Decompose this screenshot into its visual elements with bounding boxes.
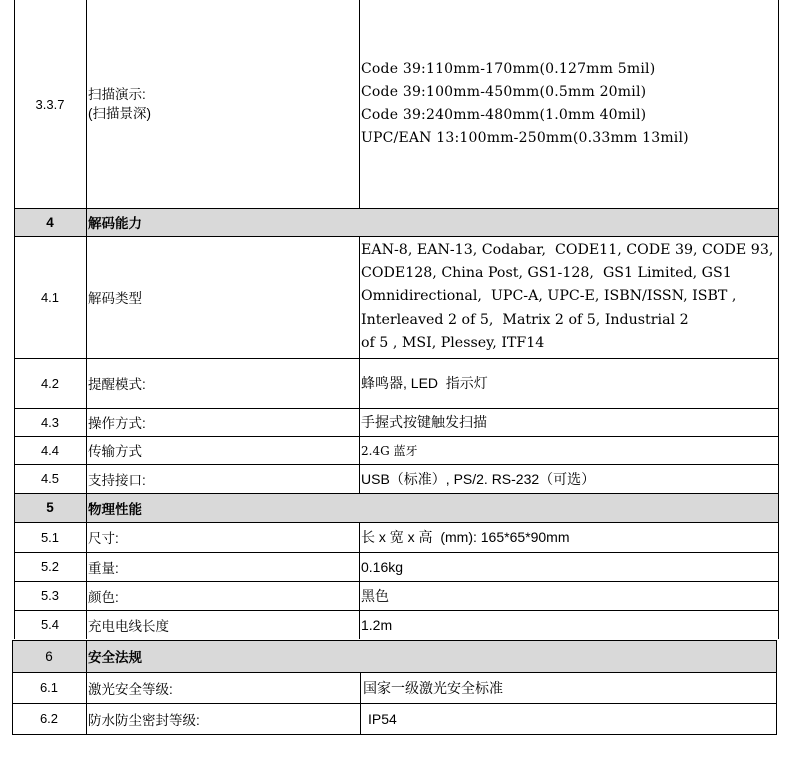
row-number: 4.2	[40, 375, 60, 391]
row-value	[359, 0, 778, 208]
row-label: 重量:	[88, 560, 119, 576]
border-line	[14, 522, 779, 523]
depth-of-field-line: UPC/EAN 13:100mm-250mm(0.33mm 13mil)	[361, 130, 689, 146]
row-number: 4.3	[40, 414, 60, 430]
row-label-line: 扫描演示:	[88, 87, 146, 102]
decode-type-line: of 5 , MSI, Plessey, ITF14	[361, 334, 545, 351]
depth-of-field-line: Code 39:110mm-170mm(0.127mm 5mil)	[361, 61, 656, 77]
row-value: USB（标准）, PS/2. RS-232（可选）	[361, 470, 596, 487]
border-line	[778, 0, 779, 639]
section-title: 解码能力	[88, 216, 142, 231]
row-number: 5.1	[40, 529, 60, 545]
row-value: 长 x 宽 x 高 (mm): 165*65*90mm	[361, 529, 570, 545]
row-number: 5.4	[40, 617, 60, 632]
decode-type-line: CODE128, China Post, GS1-128, GS1 Limited, GS1	[361, 265, 732, 282]
border-line	[14, 0, 15, 639]
row-number: 5.2	[40, 559, 60, 574]
table-row	[12, 703, 776, 734]
row-value: 黑色	[361, 587, 389, 604]
border-line	[14, 236, 779, 237]
row-value: 蜂鸣器, LED 指示灯	[361, 375, 488, 391]
row-number: 6.1	[39, 680, 59, 695]
border-line	[86, 640, 87, 735]
depth-of-field-line: Code 39:100mm-450mm(0.5mm 20mil)	[361, 84, 647, 100]
row-value	[359, 236, 778, 358]
border-line	[12, 672, 777, 673]
decode-type-line: EAN-8, EAN-13, Codabar, CODE11, CODE 39, CODE 93,	[361, 241, 774, 258]
section-header	[14, 493, 778, 522]
section-title: 安全法规	[88, 650, 142, 665]
section-header	[14, 208, 778, 236]
decode-type-line: Omnidirectional, UPC-A, UPC-E, ISBN/ISSN, ISBT ,	[361, 288, 737, 305]
table-row	[14, 436, 778, 464]
border-line	[14, 552, 779, 553]
row-value: IP54	[368, 710, 397, 727]
row-value: 1.2m	[361, 616, 393, 633]
border-line	[359, 236, 360, 493]
table-row	[14, 552, 778, 581]
row-label-line: (扫描景深)	[88, 106, 151, 121]
border-line	[359, 0, 360, 208]
border-line	[14, 493, 779, 494]
section-header	[12, 640, 776, 672]
border-line	[776, 640, 777, 735]
section-title: 物理性能	[88, 501, 142, 517]
table-row	[14, 408, 778, 436]
table-row	[14, 522, 778, 552]
row-label: 传输方式	[88, 444, 142, 459]
row-label: 颜色:	[88, 589, 119, 605]
border-line	[14, 208, 779, 209]
row-number: 4.1	[40, 289, 60, 305]
table-row	[14, 236, 778, 358]
row-number: 5.3	[40, 588, 60, 603]
border-line	[14, 464, 779, 465]
table-row	[14, 464, 778, 493]
section-number: 6	[45, 648, 53, 664]
border-line	[86, 0, 87, 639]
border-line	[14, 581, 779, 582]
row-number: 3.3.7	[35, 96, 65, 112]
row-label: 提醒模式:	[88, 377, 146, 392]
row-number: 6.2	[39, 711, 59, 726]
border-line	[12, 640, 13, 735]
row-value: 国家一级激光安全标准	[363, 679, 503, 696]
table-row	[14, 610, 778, 639]
row-label: 激光安全等级:	[88, 681, 173, 697]
depth-of-field-line: Code 39:240mm-480mm(1.0mm 40mil)	[361, 107, 647, 123]
row-label: 支持接口:	[88, 472, 146, 488]
row-number: 4.4	[40, 442, 60, 458]
table-row	[14, 0, 778, 208]
border-line	[14, 436, 779, 437]
table-row	[14, 581, 778, 610]
row-value: 手握式按键触发扫描	[361, 414, 487, 430]
decode-type-line: Interleaved 2 of 5, Matrix 2 of 5, Industrial 2	[361, 311, 689, 328]
row-label: 防水防尘密封等级:	[88, 712, 200, 728]
row-label: 操作方式:	[88, 416, 146, 431]
row-label: 充电电线长度	[88, 618, 169, 634]
row-label: 解码类型	[88, 291, 142, 306]
border-line	[12, 734, 777, 735]
section-number: 4	[46, 214, 54, 230]
row-label: 尺寸:	[88, 531, 119, 546]
table-row	[14, 358, 778, 408]
border-line	[14, 358, 779, 359]
row-value: 2.4G 蓝牙	[361, 443, 418, 458]
row-value: 0.16kg	[361, 558, 404, 575]
border-line	[14, 408, 779, 409]
section-number: 5	[46, 500, 54, 515]
row-label	[86, 0, 359, 208]
border-line	[12, 703, 777, 704]
row-number: 4.5	[40, 471, 60, 486]
border-line	[14, 610, 779, 611]
border-line	[12, 640, 777, 641]
table-row	[12, 672, 776, 703]
